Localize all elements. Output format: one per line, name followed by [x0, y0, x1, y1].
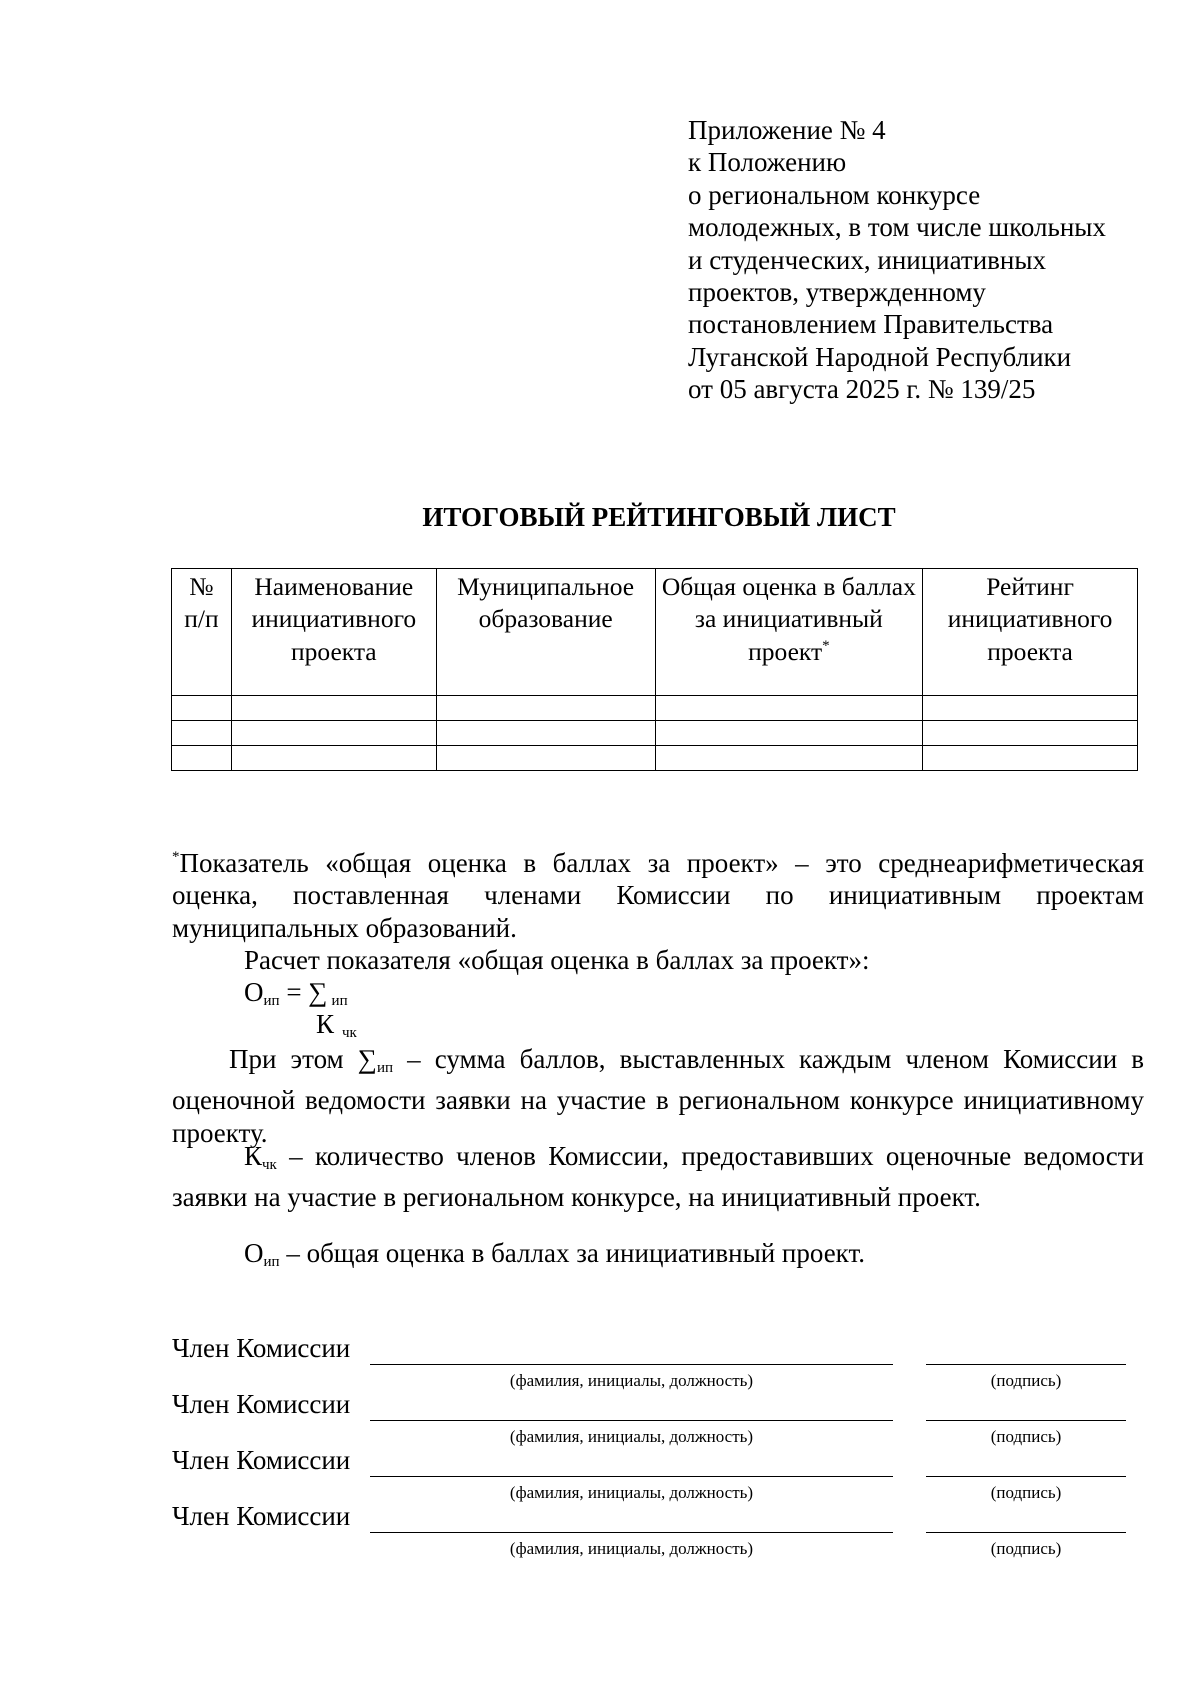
table-row	[172, 696, 1138, 721]
signature-label: Член Комиссии	[172, 1445, 351, 1475]
appendix-line: к Положению	[688, 147, 847, 178]
table-cell	[436, 696, 655, 721]
table-cell	[172, 721, 232, 746]
signature-line	[926, 1364, 1126, 1365]
name-line	[370, 1532, 893, 1533]
signature-label: Член Комиссии	[172, 1333, 351, 1363]
formula-denominator-line: К $_{чк}$	[316, 1009, 357, 1041]
table-cell	[231, 746, 436, 771]
name-caption: (фамилия, инициалы, должность)	[509, 1371, 754, 1390]
signature-caption: (подпись)	[990, 1483, 1062, 1502]
signature-label: Член Комиссии	[172, 1501, 351, 1531]
o-definition: $О_{ип}$ – общая оценка в баллах за инициативный проект.	[244, 1238, 865, 1270]
signature-label: Член Комиссии	[172, 1389, 351, 1419]
appendix-line: Приложение № 4	[688, 115, 886, 145]
table-cell	[172, 746, 232, 771]
signature-caption: (подпись)	[990, 1539, 1062, 1558]
k-definition: $К_{чк}$ – количество членов Комиссии, предоставивших оценочные ведомости заявки на участие в региональном конкурсе, на инициативный проект.	[172, 1141, 1144, 1213]
appendix-line: о региональном конкурсе	[688, 179, 981, 210]
table-cell	[172, 696, 232, 721]
header-total-score: Общая оценка в баллах за инициативный проект*	[655, 569, 923, 696]
signature-caption: (подпись)	[990, 1371, 1062, 1390]
header-rating: Рейтинг инициативного проекта	[923, 569, 1138, 696]
signature-caption: (подпись)	[990, 1427, 1062, 1446]
table-row	[172, 721, 1138, 746]
table-cell	[923, 746, 1138, 771]
signature-line	[926, 1476, 1126, 1477]
header-municipality: Муниципальное образование	[436, 569, 655, 696]
appendix-line: Луганской Народной Республики	[688, 341, 1072, 372]
header-project-name: Наименование инициативного проекта	[231, 569, 436, 696]
appendix-line: и студенческих, инициативных	[688, 244, 1047, 275]
footnote-mark: *	[822, 637, 830, 654]
table-cell	[923, 696, 1138, 721]
name-caption: (фамилия, инициалы, должность)	[509, 1539, 754, 1558]
table-cell	[655, 721, 923, 746]
table-cell	[655, 746, 923, 771]
formula-numerator-line: $О_{ип}$ = ∑ $_{ип}$	[244, 977, 348, 1009]
name-caption: (фамилия, инициалы, должность)	[509, 1427, 754, 1446]
name-line	[370, 1420, 893, 1421]
table-cell	[231, 696, 436, 721]
table-cell	[436, 721, 655, 746]
sum-definition: При этом $\sum_{ип}$ – сумма баллов, выставленных каждым членом Комиссии в оценочной ведомости заявки на участие в региональном конкурсе инициативному проекту.	[172, 1044, 1144, 1148]
rating-table	[171, 568, 1138, 771]
name-line	[370, 1476, 893, 1477]
signature-line	[926, 1532, 1126, 1533]
table-row	[172, 746, 1138, 771]
sum-symbol: ∑	[308, 977, 328, 1007]
sum-symbol: ∑	[357, 1044, 377, 1074]
calc-intro: Расчет показателя «общая оценка в баллах за проект»:	[244, 945, 870, 975]
name-line	[370, 1364, 893, 1365]
footnote-text: Показатель «общая оценка в баллах за проект» – это среднеарифметическая оценка, поставленная членами Комиссии по инициативным проектам муниципальных образований.	[172, 848, 1144, 943]
appendix-line: постановлением Правительства	[688, 309, 1054, 340]
appendix-line: проектов, утвержденному	[688, 277, 986, 308]
table-cell	[655, 696, 923, 721]
footnote-paragraph	[172, 847, 1144, 944]
footnote-mark: *	[172, 849, 180, 865]
appendix-line: молодежных, в том числе школьных	[688, 212, 1106, 243]
table-cell	[923, 721, 1138, 746]
document-title: ИТОГОВЫЙ РЕЙТИНГОВЫЙ ЛИСТ	[422, 502, 896, 532]
name-caption: (фамилия, инициалы, должность)	[509, 1483, 754, 1502]
table-cell	[231, 721, 436, 746]
signature-line	[926, 1420, 1126, 1421]
table-cell	[436, 746, 655, 771]
appendix-line: от 05 августа 2025 г. № 139/25	[688, 374, 1036, 405]
header-number: № п/п	[172, 569, 232, 696]
table-header-row	[172, 569, 1138, 696]
appendix-header	[688, 114, 1148, 406]
